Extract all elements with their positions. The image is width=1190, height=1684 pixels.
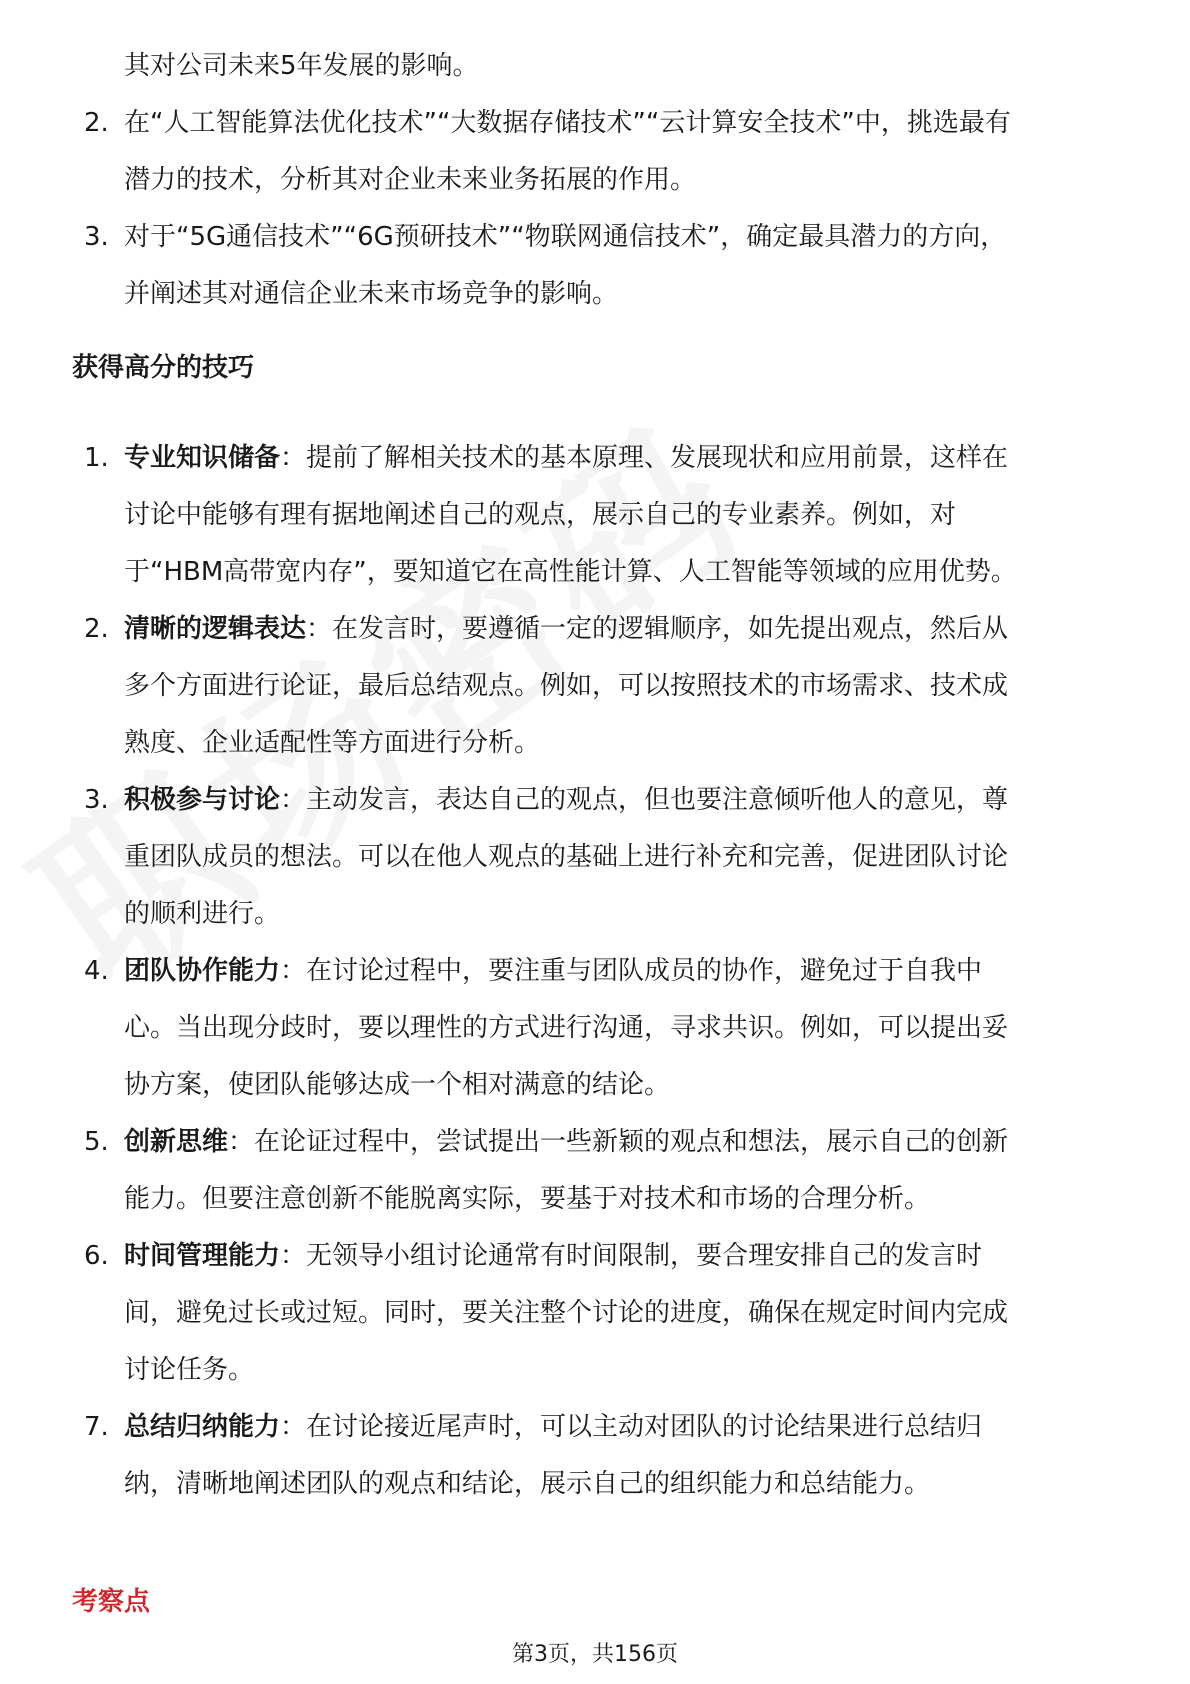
item-number: 3. [84,785,109,815]
section-heading-tips: 获得高分的技巧 [72,353,255,383]
item-text [124,943,1024,1114]
item-text: 对于“5G通信技术”“6G预研技术”“物联网通信技术”，确定最具潜力的方向，并阐述其对通信企业未来市场竞争的影响。 [124,222,1007,309]
item-text [124,430,1024,601]
item-body: 在发言时，要遵循一定的逻辑顺序，如先提出观点，然后从多个方面进行论证，最后总结观点。例如，可以按照技术的市场需求、技术成熟度、企业适配性等方面进行分析。 [124,614,1009,758]
item-number: 7. [84,1412,109,1442]
item-separator: ： [280,785,307,815]
item-number: 2. [84,108,109,138]
list-item [0,95,1020,209]
item-term: 时间管理能力 [124,1241,281,1271]
question-list [0,95,1020,323]
item-body: 提前了解相关技术的基本原理、发展现状和应用前景，这样在讨论中能够有理有据地阐述自己的观点，展示自己的专业素养。例如，对于“HBM高带宽内存”，要知道它在高性能计算、人工智能等领域的应用优势。 [124,443,1017,587]
item-term: 总结归纳能力 [124,1412,281,1442]
item-text [124,1228,1024,1399]
section-heading-assessment: 考察点 [72,1587,151,1617]
item-number: 5. [84,1127,109,1157]
item-term: 团队协作能力 [124,956,281,986]
item-number: 3. [84,222,109,252]
item-text: 在“人工智能算法优化技术”“大数据存储技术”“云计算安全技术”中，挑选最有潜力的技术，分析其对企业未来业务拓展的作用。 [124,108,1011,195]
page-number: 第3页，共156页 [512,1642,678,1667]
continued-text: 其对公司未来5年发展的影响。 [124,51,479,81]
item-number: 2. [84,614,109,644]
item-term: 专业知识储备 [124,443,281,473]
item-body: 在讨论过程中，要注重与团队成员的协作，避免过于自我中心。当出现分歧时，要以理性的方式进行沟通，寻求共识。例如，可以提出妥协方案，使团队能够达成一个相对满意的结论。 [124,956,1009,1100]
item-separator: ： [280,956,307,986]
item-term: 积极参与讨论 [124,785,281,815]
item-text [124,601,1024,772]
list-item [0,1399,1020,1513]
list-item [0,601,1020,772]
tips-list [0,430,1020,1513]
list-item [0,1114,1020,1228]
item-body: 在讨论接近尾声时，可以主动对团队的讨论结果进行总结归纳，清晰地阐述团队的观点和结论，展示自己的组织能力和总结能力。 [124,1412,983,1499]
item-body: 主动发言，表达自己的观点，但也要注意倾听他人的意见，尊重团队成员的想法。可以在他人观点的基础上进行补充和完善，促进团队讨论的顺利进行。 [124,785,1009,929]
list-item [0,943,1020,1114]
item-body: 无领导小组讨论通常有时间限制，要合理安排自己的发言时间，避免过长或过短。同时，要关注整个讨论的进度，确保在规定时间内完成讨论任务。 [124,1241,1009,1385]
item-term: 创新思维 [124,1127,229,1157]
item-text [124,772,1024,943]
item-text [124,1114,1024,1228]
item-separator: ： [280,443,307,473]
item-separator: ： [280,1241,307,1271]
list-item [0,1228,1020,1399]
item-body: 在论证过程中，尝试提出一些新颖的观点和想法，展示自己的创新能力。但要注意创新不能脱离实际，要基于对技术和市场的合理分析。 [124,1127,1009,1214]
item-text [124,1399,1024,1513]
item-number: 4. [84,956,109,986]
list-item [0,772,1020,943]
list-item [0,430,1020,601]
item-number: 1. [84,443,109,473]
item-separator: ： [228,1127,255,1157]
item-separator: ： [306,614,333,644]
item-term: 清晰的逻辑表达 [124,614,307,644]
item-number: 6. [84,1241,109,1271]
list-item [0,209,1020,323]
item-separator: ： [280,1412,307,1442]
